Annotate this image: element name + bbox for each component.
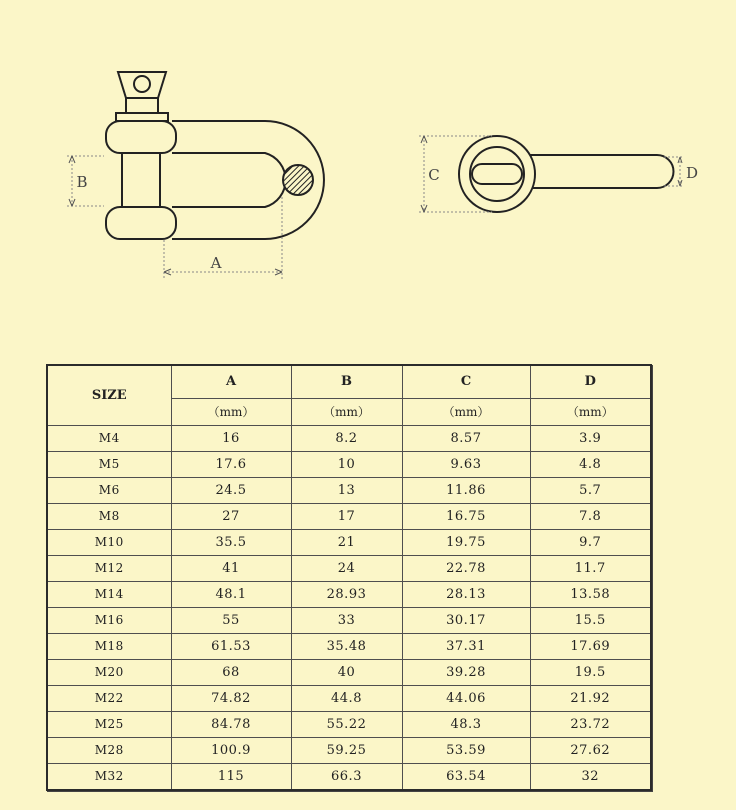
cell-b: 33 (291, 608, 402, 634)
pin-bottom-collar (106, 207, 176, 239)
cell-b: 24 (291, 556, 402, 582)
cell-size: M4 (47, 426, 171, 452)
cell-a: 74.82 (171, 686, 291, 712)
pin-top-view (459, 136, 674, 212)
cell-b: 35.48 (291, 634, 402, 660)
cell-d: 19.5 (530, 660, 651, 686)
table-row (47, 478, 651, 504)
cell-a: 61.53 (171, 634, 291, 660)
unit-c: （mm） (402, 399, 530, 426)
table-row (47, 634, 651, 660)
cell-size: M14 (47, 582, 171, 608)
cell-size: M6 (47, 478, 171, 504)
spec-table-body (47, 426, 651, 791)
pin-shaft (122, 153, 160, 207)
pin-neck-upper (126, 98, 158, 113)
table-row (47, 660, 651, 686)
cell-size: M10 (47, 530, 171, 556)
table-row (47, 556, 651, 582)
cell-c: 48.3 (402, 712, 530, 738)
cell-c: 30.17 (402, 608, 530, 634)
cross-section (283, 165, 313, 195)
cell-a: 17.6 (171, 452, 291, 478)
cell-d: 5.7 (530, 478, 651, 504)
cell-b: 13 (291, 478, 402, 504)
cell-size: M5 (47, 452, 171, 478)
shackle-diagram (0, 0, 736, 330)
cell-c: 39.28 (402, 660, 530, 686)
table-row (47, 738, 651, 764)
label-c: C (428, 166, 440, 184)
cell-d: 15.5 (530, 608, 651, 634)
cell-b: 10 (291, 452, 402, 478)
cell-size: M28 (47, 738, 171, 764)
cell-d: 32 (530, 764, 651, 791)
cell-a: 35.5 (171, 530, 291, 556)
cell-c: 11.86 (402, 478, 530, 504)
cell-a: 16 (171, 426, 291, 452)
table-row (47, 686, 651, 712)
cell-a: 41 (171, 556, 291, 582)
unit-b: （mm） (291, 399, 402, 426)
cell-b: 8.2 (291, 426, 402, 452)
cell-d: 11.7 (530, 556, 651, 582)
cell-c: 9.63 (402, 452, 530, 478)
table-row (47, 452, 651, 478)
label-d: D (685, 164, 699, 182)
shackle-side-view (106, 72, 324, 239)
cell-a: 84.78 (171, 712, 291, 738)
table-row (47, 582, 651, 608)
pin-neck (116, 113, 168, 121)
table-row (47, 712, 651, 738)
cell-size: M32 (47, 764, 171, 791)
cell-c: 63.54 (402, 764, 530, 791)
cell-d: 13.58 (530, 582, 651, 608)
cell-b: 17 (291, 504, 402, 530)
cell-d: 23.72 (530, 712, 651, 738)
cell-c: 53.59 (402, 738, 530, 764)
cell-c: 16.75 (402, 504, 530, 530)
cell-size: M8 (47, 504, 171, 530)
cell-b: 55.22 (291, 712, 402, 738)
cell-c: 37.31 (402, 634, 530, 660)
cell-d: 4.8 (530, 452, 651, 478)
label-a: A (210, 254, 222, 272)
cell-size: M16 (47, 608, 171, 634)
pin-top-collar (106, 121, 176, 153)
cell-a: 55 (171, 608, 291, 634)
cell-c: 28.13 (402, 582, 530, 608)
cell-c: 22.78 (402, 556, 530, 582)
cell-size: M25 (47, 712, 171, 738)
header-b: B (291, 365, 402, 399)
unit-d: （mm） (530, 399, 651, 426)
cell-a: 68 (171, 660, 291, 686)
label-b: B (76, 173, 88, 191)
table-row (47, 426, 651, 452)
header-size: SIZE (47, 365, 171, 426)
cell-b: 44.8 (291, 686, 402, 712)
cell-size: M12 (47, 556, 171, 582)
cell-b: 40 (291, 660, 402, 686)
cell-d: 7.8 (530, 504, 651, 530)
cell-c: 8.57 (402, 426, 530, 452)
shackle-body-inner (172, 153, 286, 207)
cell-size: M18 (47, 634, 171, 660)
header-a: A (171, 365, 291, 399)
cell-d: 3.9 (530, 426, 651, 452)
spec-table (46, 364, 652, 791)
pin-eye-hole (134, 76, 150, 92)
header-c: C (402, 365, 530, 399)
cell-a: 115 (171, 764, 291, 791)
table-row (47, 764, 651, 791)
table-row (47, 530, 651, 556)
cell-b: 28.93 (291, 582, 402, 608)
cell-size: M20 (47, 660, 171, 686)
cell-d: 9.7 (530, 530, 651, 556)
cell-b: 66.3 (291, 764, 402, 791)
cell-a: 27 (171, 504, 291, 530)
cell-d: 27.62 (530, 738, 651, 764)
pin-slot (472, 164, 522, 184)
cell-d: 21.92 (530, 686, 651, 712)
cell-a: 100.9 (171, 738, 291, 764)
pin-tab (527, 155, 674, 188)
table-row (47, 608, 651, 634)
cell-b: 21 (291, 530, 402, 556)
cell-c: 19.75 (402, 530, 530, 556)
table-row (47, 504, 651, 530)
cell-d: 17.69 (530, 634, 651, 660)
cell-b: 59.25 (291, 738, 402, 764)
cell-c: 44.06 (402, 686, 530, 712)
spec-table-container (46, 364, 652, 790)
unit-a: （mm） (171, 399, 291, 426)
cell-size: M22 (47, 686, 171, 712)
cell-a: 48.1 (171, 582, 291, 608)
header-d: D (530, 365, 651, 399)
cell-a: 24.5 (171, 478, 291, 504)
